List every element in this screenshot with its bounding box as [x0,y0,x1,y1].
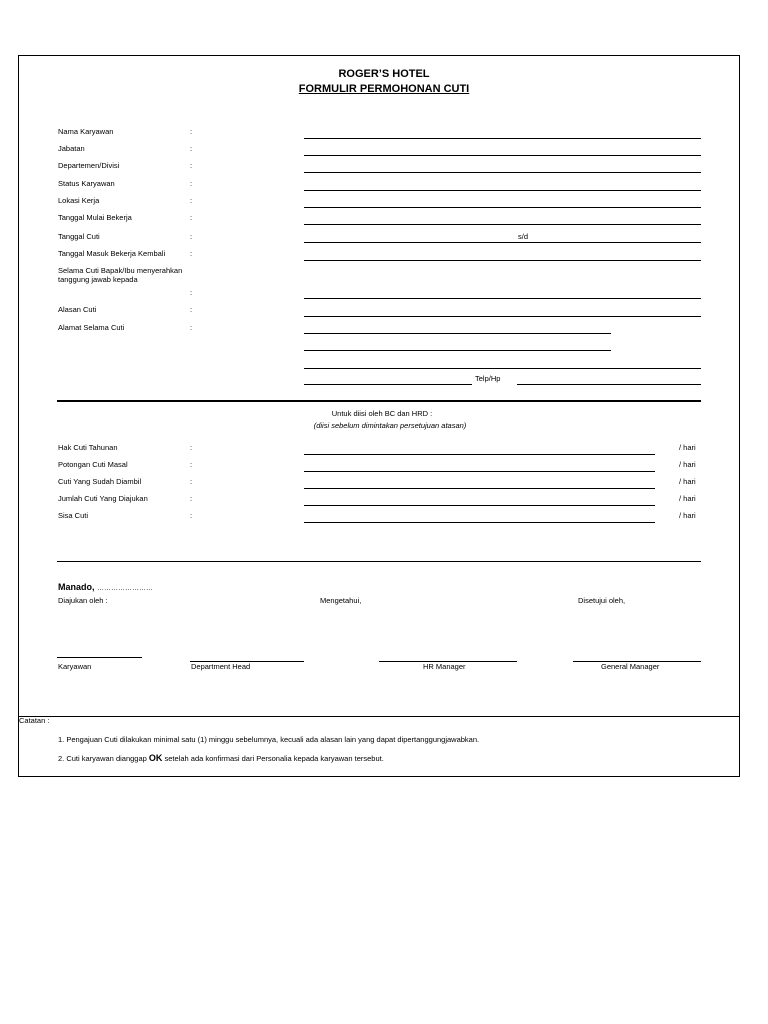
unit-hari: / hari [679,511,696,520]
colon: : [190,443,193,452]
field-line-status[interactable] [304,190,701,191]
hrd-label-sudah-diambil: Cuti Yang Sudah Diambil [58,477,142,486]
colon: : [190,305,193,314]
hrd-label-hak-cuti: Hak Cuti Tahunan [58,443,118,452]
hrd-line-diajukan[interactable] [304,505,655,506]
unit-hari: / hari [679,443,696,452]
colon: : [190,179,193,188]
field-label-lokasi: Lokasi Kerja [58,196,100,205]
field-label-alasan: Alasan Cuti [58,305,97,314]
unit-hari: / hari [679,477,696,486]
section-divider [57,400,701,402]
field-line-mulai-bekerja[interactable] [304,224,701,225]
field-line-alamat-3[interactable] [304,368,701,369]
colon: : [190,323,193,332]
field-label-nama: Nama Karyawan [58,127,114,136]
colon: : [190,249,193,258]
hrd-label-potongan: Potongan Cuti Masal [58,460,128,469]
colon: : [190,477,193,486]
colon: : [190,127,193,136]
signature-line-karyawan[interactable] [57,657,142,658]
field-line-jabatan[interactable] [304,155,701,156]
role-hr-manager: HR Manager [423,662,466,671]
hrd-section-subtitle: (diisi sebelum dimintakan persetujuan atasan) [313,421,467,430]
section-divider [57,561,701,562]
colon: : [190,144,193,153]
field-line-alamat-4[interactable] [304,384,472,385]
colon: : [190,213,193,222]
hrd-section-title: Untuk diisi oleh BC dan HRD : [331,409,433,418]
hrd-line-sisa[interactable] [304,522,655,523]
note-1: 1. Pengajuan Cuti dilakukan minimal satu (1) minggu sebelumnya, kecuali ada alasan lain yang dapat dipertanggungjawabkan. [58,735,480,744]
approved-by-label: Disetujui oleh, [578,596,626,605]
field-label-penanggung-jawab: Selama Cuti Bapak/Ibu menyerahkan tanggung jawab kepada [58,266,183,284]
colon: : [190,288,193,297]
date-range-separator: s/d [518,232,529,241]
field-label-jabatan: Jabatan [58,144,85,153]
field-line-departemen[interactable] [304,172,701,173]
colon: : [190,196,193,205]
notes-heading: Catatan : [19,716,50,725]
field-label-status: Status Karyawan [58,179,115,188]
hrd-line-sudah-diambil[interactable] [304,488,655,489]
notes-divider [18,716,740,717]
field-label-tanggal-cuti: Tanggal Cuti [58,232,100,241]
role-karyawan: Karyawan [58,662,92,671]
field-label-departemen: Departemen/Divisi [58,161,120,170]
field-label-alamat: Alamat Selama Cuti [58,323,125,332]
submitted-by-label: Diajukan oleh : [58,596,108,605]
field-label-mulai-bekerja: Tanggal Mulai Bekerja [58,213,132,222]
field-line-telp[interactable] [517,384,701,385]
hotel-name: ROGER’S HOTEL [338,68,430,80]
telp-label: Telp/Hp [475,374,501,383]
field-line-alamat-1[interactable] [304,333,611,334]
role-general-manager: General Manager [601,662,660,671]
colon: : [190,494,193,503]
field-line-masuk-kembali[interactable] [304,260,701,261]
form-title: FORMULIR PERMOHONAN CUTI [298,83,470,95]
hrd-line-potongan[interactable] [304,471,655,472]
colon: : [190,161,193,170]
hrd-label-diajukan: Jumlah Cuti Yang Diajukan [58,494,148,503]
acknowledged-label: Mengetahui, [320,596,362,605]
colon: : [190,232,193,241]
field-label-masuk-kembali: Tanggal Masuk Bekerja Kembali [58,249,166,258]
field-line-alamat-2[interactable] [304,350,611,351]
hrd-label-sisa: Sisa Cuti [58,511,89,520]
colon: : [190,460,193,469]
note-2: 2. Cuti karyawan dianggap OK setelah ada konfirmasi dari Personalia kepada karyawan tersebut. [58,753,384,763]
role-department-head: Department Head [191,662,251,671]
field-line-lokasi[interactable] [304,207,701,208]
field-line-penanggung-jawab[interactable] [304,298,701,299]
field-line-tanggal-cuti[interactable] [304,242,701,243]
colon: : [190,511,193,520]
unit-hari: / hari [679,494,696,503]
unit-hari: / hari [679,460,696,469]
place-date: Manado, …………………… [58,582,154,592]
field-line-nama[interactable] [304,138,701,139]
hrd-line-hak-cuti[interactable] [304,454,655,455]
field-line-alasan[interactable] [304,316,701,317]
